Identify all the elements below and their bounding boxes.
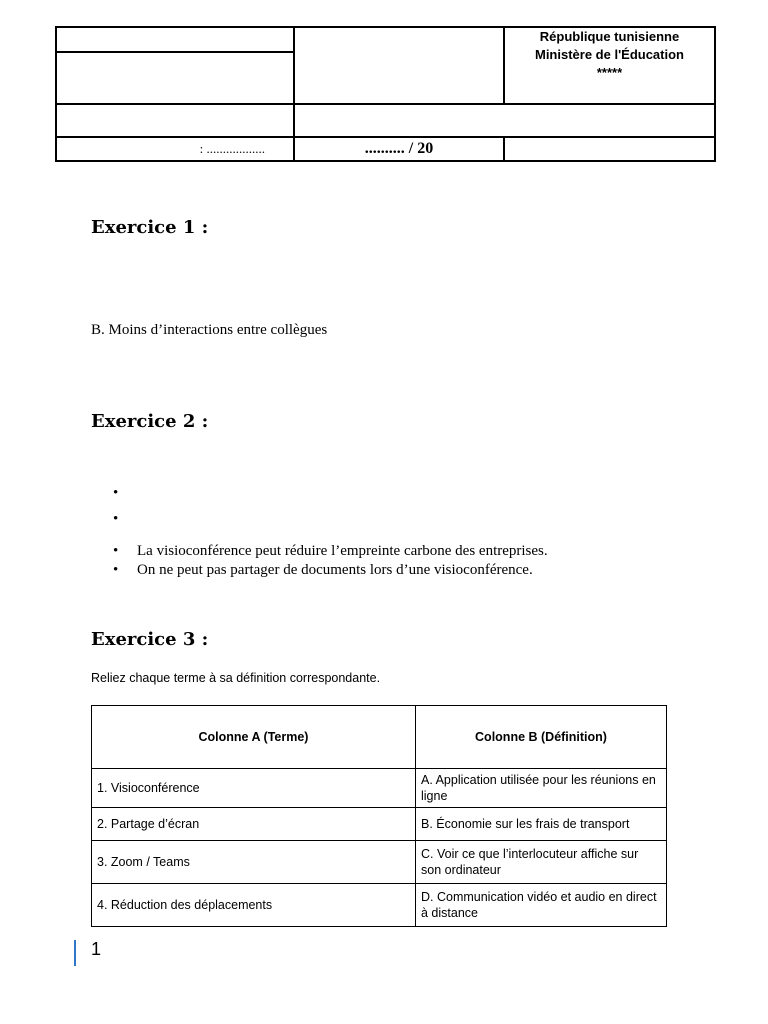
header-cell-empty <box>294 27 504 104</box>
term-cell: 3. Zoom / Teams <box>92 841 416 884</box>
page-number-marker <box>74 940 76 966</box>
exercise-1-option-b: B. Moins d’interactions entre collègues <box>91 322 328 338</box>
definition-cell: D. Communication vidéo et audio en direct à distance <box>416 884 667 927</box>
header-cell-empty <box>56 104 294 137</box>
empty-bullet-list <box>113 480 137 532</box>
definition-cell: C. Voir ce que l’interlocuteur affiche sur son ordinateur <box>416 841 667 884</box>
exercise-2-title: Exercice 2 : <box>91 411 209 432</box>
exercise-3-title: Exercice 3 : <box>91 629 209 650</box>
statement-item: • La visioconférence peut réduire l’empreinte carbone des entreprises. <box>113 542 548 561</box>
table-row <box>92 884 667 927</box>
table-row <box>92 841 667 884</box>
statement-list <box>113 542 548 580</box>
country-name: République tunisienne <box>539 29 680 44</box>
column-a-header: Colonne A (Terme) <box>92 706 416 769</box>
matching-table <box>91 705 667 927</box>
score-field: .......... / 20 <box>294 137 504 161</box>
header-cell-empty <box>294 104 715 137</box>
exercise-1-title: Exercice 1 : <box>91 217 209 238</box>
exam-header-table <box>55 26 716 162</box>
term-cell: 4. Réduction des déplacements <box>92 884 416 927</box>
statement-item: • On ne peut pas partager de documents lors d’une visioconférence. <box>113 561 548 580</box>
empty-bullet-item <box>113 480 137 506</box>
table-row <box>92 808 667 841</box>
stars-decoration: ***** <box>596 65 623 80</box>
definition-cell: A. Application utilisée pour les réunions en ligne <box>416 769 667 808</box>
name-field: : .................. <box>56 137 294 161</box>
ministry-block <box>504 27 715 104</box>
header-cell-empty <box>56 27 294 52</box>
table-row <box>92 769 667 808</box>
header-cell-empty <box>504 137 715 161</box>
term-cell: 2. Partage d’écran <box>92 808 416 841</box>
exercise-3-instruction: Reliez chaque terme à sa définition correspondante. <box>91 671 381 685</box>
header-cell-empty <box>56 52 294 104</box>
table-header-row <box>92 706 667 769</box>
definition-cell: B. Économie sur les frais de transport <box>416 808 667 841</box>
empty-bullet-item <box>113 506 137 532</box>
page-number: 1 <box>91 939 102 959</box>
ministry-name: Ministère de l'Éducation <box>534 47 684 62</box>
term-cell: 1. Visioconférence <box>92 769 416 808</box>
column-b-header: Colonne B (Définition) <box>416 706 667 769</box>
